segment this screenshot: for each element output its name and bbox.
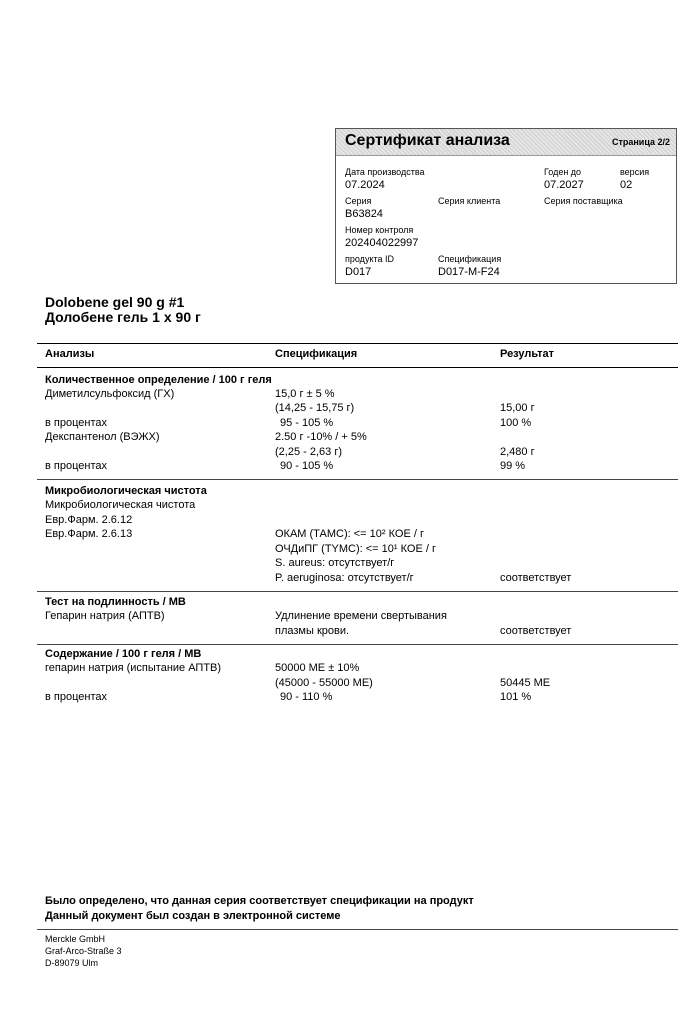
production-date-label: Дата производства: [345, 167, 425, 177]
row-spec: P. aeruginosa: отсутствует/г: [275, 572, 414, 584]
expiry-date: 07.2027: [544, 179, 584, 191]
row-spec: 50000 МЕ ± 10%: [275, 662, 360, 674]
supplier-batch-label: Серия поставщика: [544, 196, 623, 206]
row-spec: плазмы крови.: [275, 625, 350, 637]
section-quantitative: Количественное определение / 100 г геля: [45, 374, 272, 386]
table-top-rule: [37, 343, 678, 344]
section-content: Содержание / 100 г геля / МВ: [45, 648, 202, 660]
certificate-header: [336, 129, 676, 156]
footer-rule: [37, 929, 678, 930]
client-batch-label: Серия клиента: [438, 196, 501, 206]
certificate-title: Сертификат анализа: [345, 132, 510, 149]
section-divider: [37, 479, 678, 480]
row-name: в процентах: [45, 691, 107, 703]
header-result: Результат: [500, 348, 555, 360]
expiry-label: Годен до: [544, 167, 582, 177]
product-name-ru: Долобене гель 1 х 90 г: [45, 309, 201, 325]
section-microbiology: Микробиологическая чистота: [45, 485, 207, 497]
table-header-rule: [37, 367, 678, 368]
specification-label: Спецификация: [438, 254, 502, 264]
row-spec: 15,0 г ± 5 %: [275, 388, 335, 400]
section-divider: [37, 644, 678, 645]
control-number: 202404022997: [345, 237, 419, 249]
control-number-label: Номер контроля: [345, 225, 414, 235]
batch-label: Серия: [345, 196, 372, 206]
row-spec: 90 - 110 %: [280, 691, 333, 703]
row-result: соответствует: [500, 625, 572, 637]
production-date: 07.2024: [345, 179, 385, 191]
product-id-label: продукта ID: [345, 254, 395, 264]
footer-street: Graf-Arco-Straße 3: [45, 946, 122, 956]
footer-statement: Данный документ был создан в электронной системе: [45, 910, 341, 922]
row-name: Декспантенол (ВЭЖХ): [45, 431, 160, 443]
row-spec: S. aureus: отсутствует/г: [275, 557, 395, 569]
product-name-en: Dolobene gel 90 g #1: [45, 294, 185, 310]
row-name: гепарин натрия (испытание АПТВ): [45, 662, 222, 674]
row-spec: ОЧДиПГ (TYMC): <= 10¹ КОЕ / г: [275, 543, 436, 555]
footer-company: Merckle GmbH: [45, 934, 106, 944]
row-result: 2,480 г: [500, 446, 535, 458]
row-result: соответствует: [500, 572, 572, 584]
header-analyses: Анализы: [45, 348, 95, 360]
product-id: D017: [345, 266, 372, 278]
row-result: 100 %: [500, 417, 532, 429]
row-name: в процентах: [45, 417, 107, 429]
row-result: 15,00 г: [500, 402, 535, 414]
footer-statement: Было определено, что данная серия соответствует спецификации на продукт: [45, 895, 474, 907]
row-spec: Удлинение времени свертывания: [275, 610, 447, 622]
row-result: 101 %: [500, 691, 532, 703]
specification-value: D017-M-F24: [438, 266, 500, 278]
row-name: в процентах: [45, 460, 107, 472]
row-spec: ОКАМ (ТАМС): <= 10² КОЕ / г: [275, 528, 424, 540]
row-spec: 2.50 г -10% / + 5%: [275, 431, 367, 443]
row-spec: (2,25 - 2,63 г): [275, 446, 342, 458]
row-spec: (45000 - 55000 МЕ): [275, 677, 373, 689]
page-indicator: Страница 2/2: [611, 137, 670, 147]
row-name: Гепарин натрия (АПТВ): [45, 610, 165, 622]
row-result: 99 %: [500, 460, 526, 472]
header-specification: Спецификация: [275, 348, 358, 360]
row-result: 50445 МЕ: [500, 677, 551, 689]
row-name: Микробиологическая чистота: [45, 499, 196, 511]
batch-value: B63824: [345, 208, 383, 220]
row-spec: 95 - 105 %: [280, 417, 334, 429]
version-label: версия: [620, 167, 650, 177]
row-name: Евр.Фарм. 2.6.12: [45, 514, 133, 526]
section-divider: [37, 591, 678, 592]
section-identity: Тест на подлинность / МВ: [45, 596, 186, 608]
row-name: Диметилсульфоксид (ГХ): [45, 388, 175, 400]
row-spec: (14,25 - 15,75 г): [275, 402, 355, 414]
footer-city: D-89079 Ulm: [45, 958, 99, 968]
row-name: Евр.Фарм. 2.6.13: [45, 528, 133, 540]
row-spec: 90 - 105 %: [280, 460, 334, 472]
version-value: 02: [620, 179, 633, 191]
